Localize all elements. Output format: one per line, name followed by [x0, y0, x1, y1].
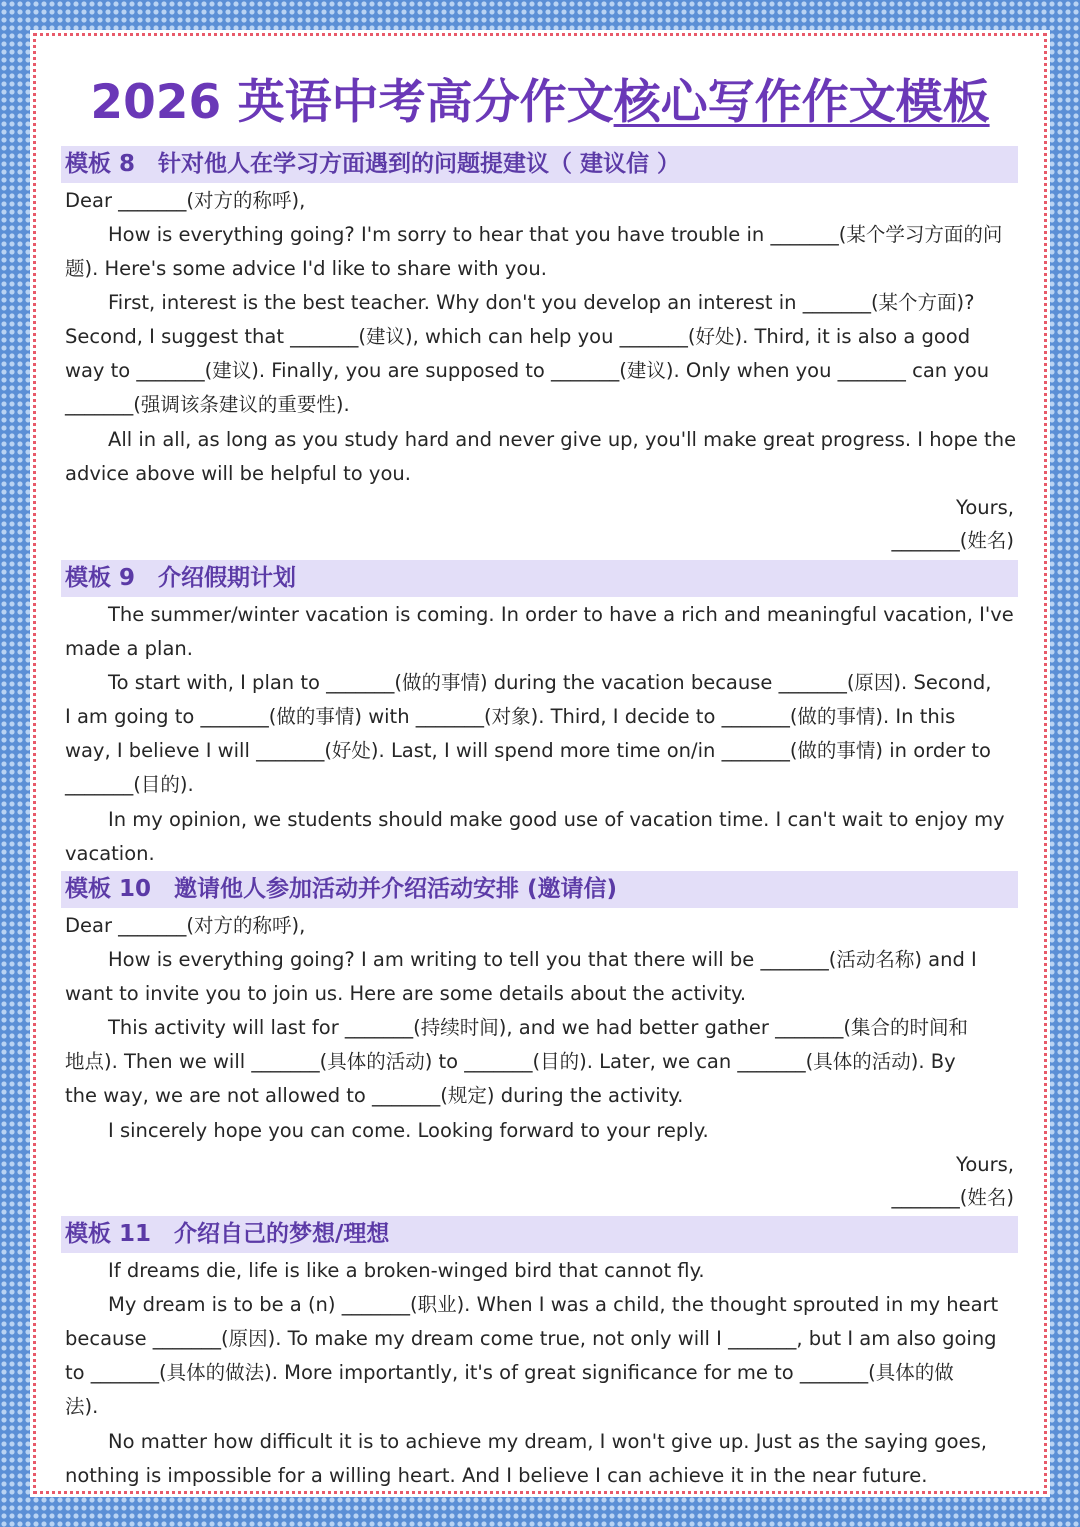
section-heading-10: 模板 10 邀请他人参加活动并介绍活动安排 (邀请信)	[61, 871, 1018, 908]
text-line: All in all, as long as you study hard and never give up, you'll make great progress. I hope the	[108, 428, 1017, 451]
text-line: Dear _______(对方的称呼),	[65, 914, 306, 937]
closing-yours: Yours,	[956, 1153, 1014, 1176]
text-line: How is everything going? I am writing to tell you that there will be _______(活动名称) and I	[108, 948, 977, 971]
text-line: If dreams die, life is like a broken-winged bird that cannot fly.	[108, 1259, 705, 1282]
text-line: way, I believe I will _______(好处). Last, I will spend more time on/in _______(做的事情) in order to	[65, 739, 991, 762]
text-line: because _______(原因). To make my dream come true, not only will I _______, but I am also going	[65, 1327, 997, 1350]
text-line: 法).	[65, 1395, 99, 1418]
section-heading-11: 模板 11 介绍自己的梦想/理想	[61, 1216, 1018, 1253]
text-line: to _______(具体的做法). More importantly, it's of great significance for me to _______(具体的做	[65, 1361, 954, 1384]
text-line: vacation.	[65, 842, 155, 865]
signature-line: _______(姓名)	[891, 529, 1014, 552]
text-line: Dear _______(对方的称呼),	[65, 189, 306, 212]
text-line: This activity will last for _______(持续时间), and we had better gather _______(集合的时间和	[108, 1016, 968, 1039]
document-page	[30, 30, 1050, 1497]
closing-yours: Yours,	[956, 496, 1014, 519]
text-line: No matter how difficult it is to achieve my dream, I won't give up. Just as the saying goes,	[108, 1430, 987, 1453]
text-line: nothing is impossible for a willing heart. And I believe I can achieve it in the near future.	[65, 1464, 928, 1487]
title-part-2: 核心写作作文模板	[613, 75, 990, 130]
text-line: In my opinion, we students should make good use of vacation time. I can't wait to enjoy my	[108, 808, 1005, 831]
text-line: I sincerely hope you can come. Looking forward to your reply.	[108, 1119, 709, 1142]
text-line: First, interest is the best teacher. Why don't you develop an interest in _______(某个方面)?	[108, 291, 975, 314]
text-line: Second, I suggest that _______(建议), which can help you _______(好处). Third, it is also a good	[65, 325, 971, 348]
text-line: 题). Here's some advice I'd like to share with you.	[65, 257, 547, 280]
text-line: I am going to _______(做的事情) with _______(对象). Third, I decide to _______(做的事情). In this	[65, 705, 956, 728]
text-line: My dream is to be a (n) _______(职业). When I was a child, the thought sprouted in my heart	[108, 1293, 999, 1316]
text-line: How is everything going? I'm sorry to hear that you have trouble in _______(某个学习方面的问	[108, 223, 1003, 246]
text-line: way to _______(建议). Finally, you are supposed to _______(建议). Only when you _______ can you	[65, 359, 990, 382]
text-line: want to invite you to join us. Here are some details about the activity.	[65, 982, 747, 1005]
page-title	[30, 72, 1050, 134]
text-line: _______(目的).	[65, 773, 194, 796]
text-line: made a plan.	[65, 637, 193, 660]
section-heading-8: 模板 8 针对他人在学习方面遇到的问题提建议（ 建议信 ）	[61, 146, 1018, 183]
signature-line: _______(姓名)	[891, 1186, 1014, 1209]
section-heading-9: 模板 9 介绍假期计划	[61, 560, 1018, 597]
title-part-1: 2026 英语中考高分作文	[90, 75, 614, 130]
text-line: advice above will be helpful to you.	[65, 462, 411, 485]
text-line: To start with, I plan to _______(做的事情) during the vacation because _______(原因). Second,	[108, 671, 992, 694]
text-line: the way, we are not allowed to _______(规定) during the activity.	[65, 1084, 684, 1107]
text-line: 地点). Then we will _______(具体的活动) to _______(目的). Later, we can _______(具体的活动). By	[65, 1050, 956, 1073]
text-line: _______(强调该条建议的重要性).	[65, 393, 350, 416]
text-line: The summer/winter vacation is coming. In order to have a rich and meaningful vacation, I've	[108, 603, 1014, 626]
